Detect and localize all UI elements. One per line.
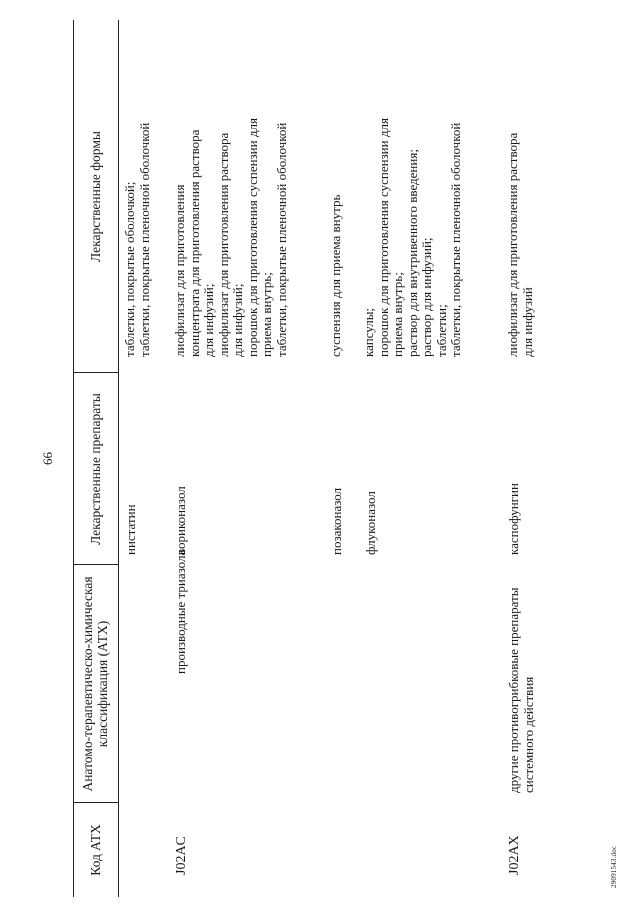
atc-classification [174, 550, 189, 674]
classification-line: другие противогрибковые препараты [506, 587, 521, 793]
header-forms-text: Лекарственные формы [88, 131, 103, 262]
dosage-form-line: приема внутрь; [259, 272, 274, 357]
dosage-form-line: таблетки, покрытые пленочной оболочкой [273, 122, 289, 357]
dosage-form-line: приема внутрь; [390, 272, 405, 357]
dosage-form-line: раствор для внутривенного введения; [404, 149, 420, 357]
dosage-forms [506, 133, 535, 357]
dosage-form-line: таблетки, покрытые пленочной оболочкой [448, 122, 463, 357]
header-drugs [88, 373, 103, 565]
header-bottom-border [118, 20, 119, 897]
dosage-form-line: таблетки, покрытые оболочкой; [122, 181, 137, 357]
dosage-form-line: для инфузий; [230, 283, 245, 357]
classification-line: производные триазола [173, 549, 188, 674]
header-classification-line: Анатомо-терапевтическо-химическая [80, 576, 95, 792]
drug-name: флуконазол [363, 491, 378, 555]
dosage-forms [329, 195, 344, 357]
header-drugs-text: Лекарственные препараты [88, 393, 103, 545]
dosage-form-line: капсулы; [361, 307, 376, 357]
dosage-forms [362, 118, 464, 357]
atc-code: J02AX [507, 835, 522, 875]
drug-name: вориконазол [173, 486, 188, 555]
dosage-forms [173, 118, 289, 357]
dosage-form-line: для инфузий; [201, 283, 216, 357]
dosage-form-line: лиофилизат для приготовления раствора [215, 132, 231, 357]
dosage-form-line: лиофилизат для приготовления раствора [505, 132, 520, 357]
header-classification [80, 565, 110, 803]
table-top-border [73, 20, 74, 897]
dosage-form-line: лиофилизат для приготовления [172, 184, 187, 357]
dosage-form-line: порошок для приготовления суспензии для [375, 118, 391, 357]
page-number: 66 [40, 452, 55, 465]
document-file-id: 29091543.doc [610, 845, 618, 888]
dosage-form-line: таблетки, покрытые пленочной оболочкой [136, 122, 152, 357]
header-code [88, 803, 103, 897]
dosage-form-line: порошок для приготовления суспензии для [244, 118, 260, 357]
header-forms [88, 20, 103, 373]
dosage-form-line: раствор для инфузий; [419, 237, 434, 357]
dosage-form-line: таблетки; [433, 304, 449, 357]
atc-classification [507, 588, 536, 793]
drug-name: позаконазол [329, 487, 344, 555]
header-code-text: Код АТХ [88, 824, 103, 876]
dosage-form-line: для инфузий [519, 287, 535, 357]
dosage-forms [123, 123, 152, 357]
dosage-form-line: концентрата для приготовления раствора [186, 129, 202, 357]
dosage-form-line: суспензия для приема внутрь [328, 194, 343, 357]
classification-line: системного действия [520, 676, 536, 793]
atc-code: J02AC [174, 836, 189, 875]
header-classification-line: классификация (АТХ) [95, 620, 110, 748]
drug-name: каспофунгин [506, 483, 521, 555]
drug-name: нистатин [123, 504, 138, 555]
